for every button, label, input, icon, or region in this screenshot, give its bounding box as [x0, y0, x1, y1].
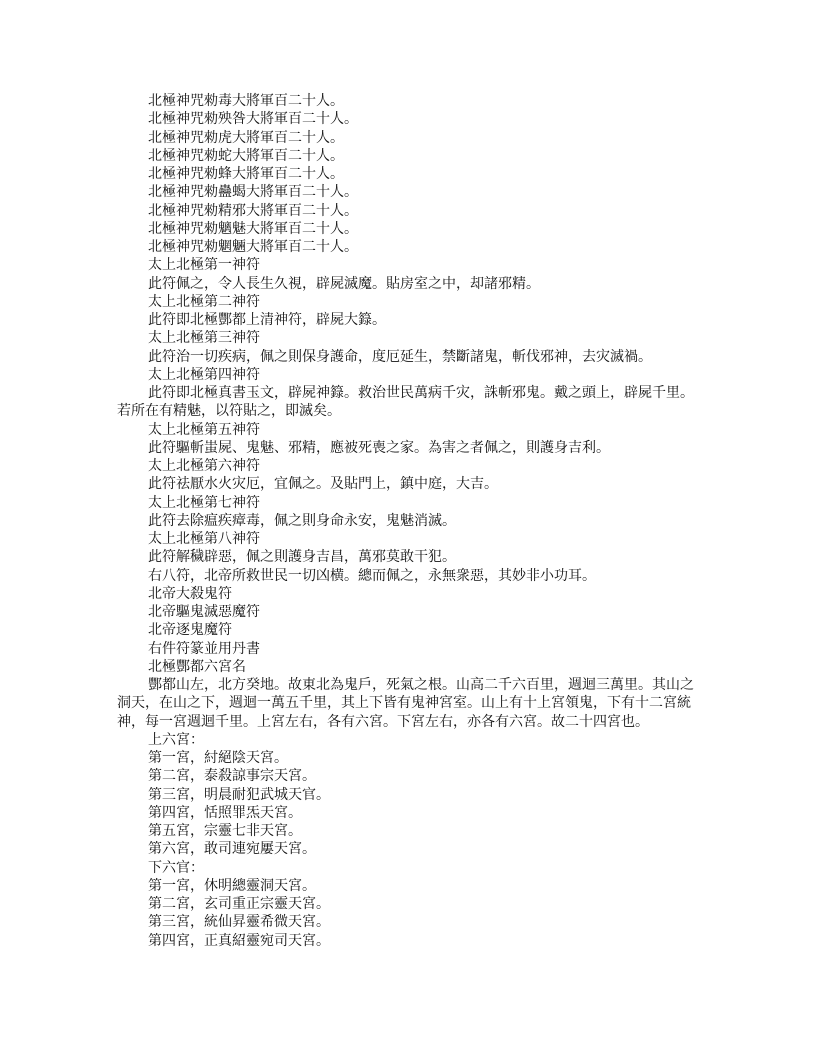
text-line: 此符去除瘟疾瘴毒，佩之則身命永安，鬼魅消滅。: [148, 512, 456, 529]
paragraph: [117, 804, 717, 822]
text-line: 太上北極第三神符: [148, 330, 260, 347]
paragraph: [117, 348, 717, 366]
text-line: 第三宮，明晨耐犯武城天官。: [148, 786, 330, 803]
text-line: 此符佩之，令人長生久視，辟屍滅魔。貼房室之中，却諸邪精。: [148, 275, 540, 292]
paragraph: [117, 256, 717, 274]
text-line: 此符祛厭水火灾厄，宜佩之。及貼門上，鎮中庭，大吉。: [148, 476, 498, 493]
text-line: 北極神咒勑毒大將軍百二十人。: [148, 93, 344, 109]
text-line: 北帝逐鬼魔符: [148, 622, 232, 639]
paragraph: [117, 585, 717, 603]
paragraph: [117, 567, 717, 585]
paragraph: [117, 840, 717, 858]
text-line: 北極神咒勑蛇大將軍百二十人。: [148, 147, 344, 164]
paragraph: [117, 311, 717, 329]
text-line: 太上北極第八神符: [148, 531, 260, 547]
paragraph: [117, 366, 717, 384]
paragraph: [117, 913, 717, 931]
paragraph: [117, 421, 717, 439]
paragraph: [117, 877, 717, 895]
text-line: 此符解穢辟惡，佩之則護身吉昌，萬邪莫敢干犯。: [148, 549, 456, 566]
paragraph: [117, 238, 717, 256]
paragraph: [117, 147, 717, 165]
document-body: [117, 92, 717, 950]
text-line: 北極神咒勑精邪大將軍百二十人。: [148, 202, 358, 219]
paragraph: [117, 183, 717, 201]
text-line: 太上北極第五神符: [148, 421, 260, 438]
text-line: 下六官：: [148, 859, 204, 876]
paragraph: [117, 220, 717, 238]
text-line: 第二宮，泰殺諒事宗天宮。: [148, 768, 316, 785]
paragraph: [117, 658, 717, 676]
text-line: 上六宮：: [148, 731, 204, 748]
text-line: 北極神咒勑魑魅大將軍百二十人。: [148, 220, 358, 237]
paragraph: [117, 822, 717, 840]
paragraph: [117, 895, 717, 913]
paragraph: [117, 548, 717, 566]
paragraph: [117, 676, 717, 731]
text-line: 北極酆都六宮名: [148, 658, 246, 675]
text-line: 第一宮，紂絕陰天宮。: [148, 750, 288, 766]
paragraph: [117, 92, 717, 110]
paragraph: [117, 494, 717, 512]
text-line: 第四宮，正真紹靈宛司天宮。: [148, 932, 330, 949]
text-line: 右件符篆並用丹書: [148, 640, 260, 657]
text-line: 北極神咒勑魍魎大將軍百二十人。: [148, 239, 358, 255]
paragraph: [117, 475, 717, 493]
text-line: 第一宮，休明總靈洞天宮。: [148, 877, 316, 894]
text-line: 右八符，北帝所救世民一切凶横。總而佩之，永無衆惡，其妙非小功耳。: [148, 567, 596, 584]
text-line: 太上北極第六神符: [148, 458, 260, 474]
text-line: 第五宮，宗靈七非天宮。: [148, 823, 302, 839]
text-line: 北帝驅鬼滅惡魔符: [148, 604, 260, 620]
paragraph: [117, 786, 717, 804]
paragraph: [117, 731, 717, 749]
paragraph: [117, 439, 717, 457]
paragraph: [117, 165, 717, 183]
paragraph: [117, 932, 717, 950]
text-line: 北極神咒勑蜂大將軍百二十人。: [148, 166, 344, 182]
paragraph: [117, 110, 717, 128]
paragraph: [117, 749, 717, 767]
text-line: 北極神咒勑虎大將軍百二十人。: [148, 129, 344, 146]
paragraph: [117, 293, 717, 311]
text-line: 第四宮，恬照罪炁天宮。: [148, 804, 302, 821]
text-line: 北極神咒勑蠱蝎大將軍百二十人。: [148, 184, 358, 201]
paragraph: [117, 603, 717, 621]
paragraph: [117, 640, 717, 658]
paragraph: [117, 530, 717, 548]
text-line: 神，每一宮週迴千里。上宮左右，各有六宮。下宮左右，亦各有六宮。故二十四宮也。: [117, 713, 649, 730]
paragraph: [117, 329, 717, 347]
paragraph: [117, 275, 717, 293]
text-line: 此符即北極酆都上清神符，辟屍大籙。: [148, 312, 386, 328]
text-line: 洞天，在山之下，週迴一萬五千里，其上下皆有鬼神宮室。山上有十上宮領鬼，下有十二宮統: [117, 695, 691, 712]
paragraph: [117, 202, 717, 220]
text-line: 太上北極第四神符: [148, 366, 260, 383]
text-line: 第三宮，統仙昇靈希微天宮。: [148, 914, 330, 931]
text-line: 太上北極第七神符: [148, 494, 260, 511]
text-line: 第六宮，敢司連宛屢天宮。: [148, 841, 316, 858]
text-line: 此符治一切疾病，佩之則保身護命，度厄延生，禁斷諸鬼，斬伐邪神，去灾滅禍。: [148, 348, 652, 365]
text-line: 此符驅斬蚩屍、鬼魅、邪精，應被死喪之家。為害之者佩之，則護身吉利。: [148, 439, 610, 456]
text-line: 北極神咒勑殃咎大將軍百二十人。: [148, 111, 358, 128]
text-line: 若所在有精魅，以符貼之，即滅矣。: [117, 403, 341, 420]
text-line: 第二宮，玄司重正宗靈天宮。: [148, 896, 330, 912]
paragraph: [117, 129, 717, 147]
text-line: 酆都山左，北方癸地。故東北為鬼戶，死氣之根。山高二千六百里，週迴三萬里。其山之: [148, 677, 694, 693]
text-line: 此符即北極真書玉文，辟屍神籙。救治世民萬病千灾，誅斬邪鬼。戴之頭上，辟屍千里。: [148, 385, 694, 401]
text-line: 北帝大殺鬼符: [148, 585, 232, 602]
text-line: 太上北極第一神符: [148, 257, 260, 274]
paragraph: [117, 621, 717, 639]
text-line: 太上北極第二神符: [148, 293, 260, 310]
paragraph: [117, 457, 717, 475]
paragraph: [117, 384, 717, 421]
paragraph: [117, 512, 717, 530]
paragraph: [117, 859, 717, 877]
paragraph: [117, 767, 717, 785]
